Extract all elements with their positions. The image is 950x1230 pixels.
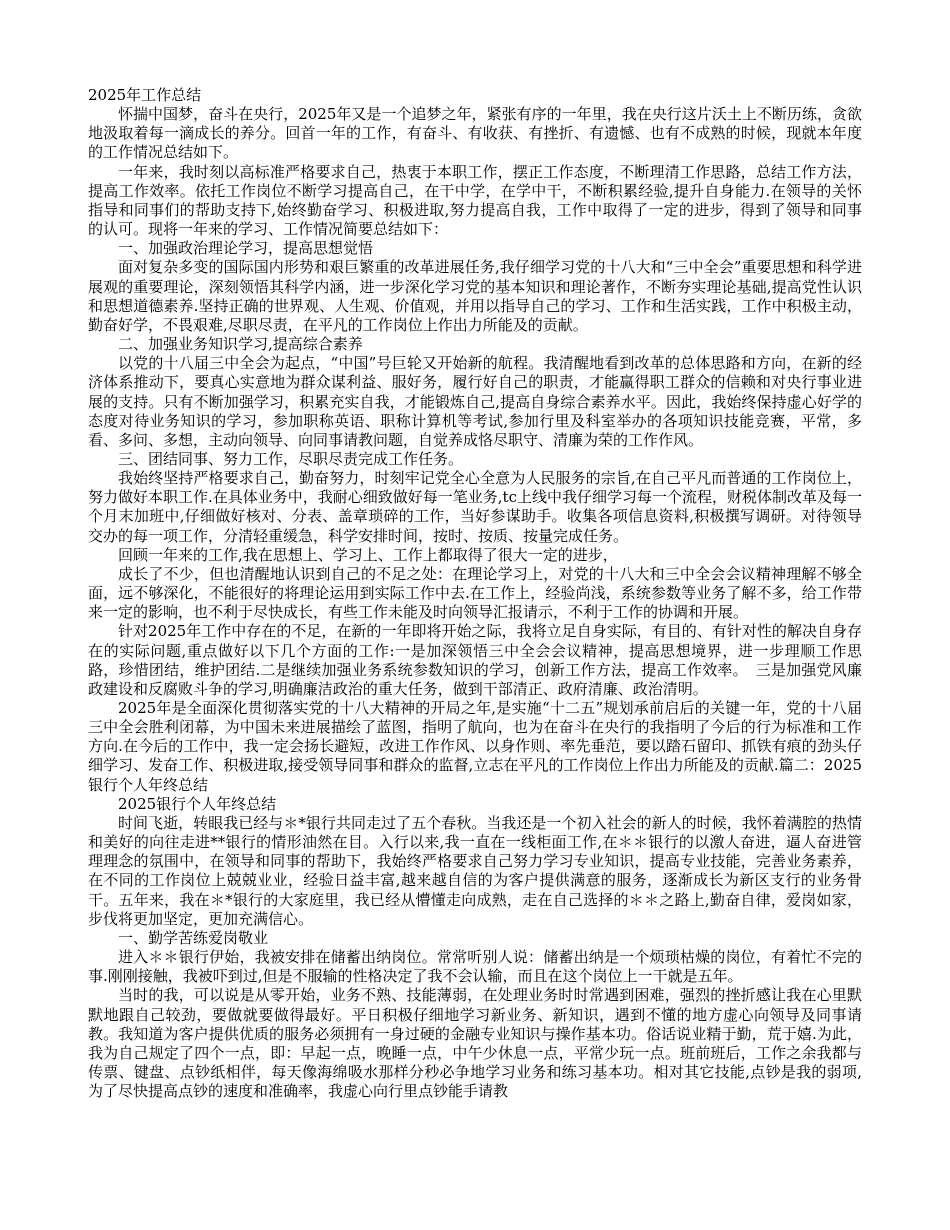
body-paragraph: 时间飞逝，转眼我已经与＊*银行共同走过了五个春秋。当我还是一个初入社会的新人的时候，我怀着满腔的热情和美好的向往走进**银行的情形油然在目。入行以来,我一直在一线柜面工作,在＊＊银行的以激人奋进，逼人奋进管理理念的氛围中，在领导和同事的帮助下，我始终严格要求自己努力学习专业知识，提高专业技能，完善业务素养，在不同的工作岗位上兢兢业业，经验日益丰富,越来越自信的为客户提供满意的服务，逐渐成长为新区支行的业务骨干。五年来，我在＊*银行的大家庭里，我已经从懵懂走向成熟，走在自己选择的＊＊之路上,勤奋自律，爱岗如家，步伐将更加坚定，更加充满信心。 [88, 813, 862, 928]
document-page [88, 86, 862, 1101]
body-paragraph: 成长了不少，但也清醒地认识到自己的不足之处：在理论学习上，对党的十八大和三中全会会议精神理解不够全面，远不够深化，不能很好的将理论运用到实际工作中去.在工作上，经验尚浅，系统参数等业务了解不多，给工作带来一定的影响，也不利于尽快成长，有些工作未能及时向领导汇报请示，不利于工作的协调和开展。 [88, 564, 862, 622]
section-heading: 二、加强业务知识学习,提高综合素养 [118, 335, 363, 354]
body-paragraph: 针对2025年工作中存在的不足，在新的一年即将开始之际，我将立足自身实际，有目的、有针对性的解决自身存在的实际问题,重点做好以下几个方面的工作:一是加深领悟三中全会会议精神，提高思想境界，进一步理顺工作思路，珍惜团结，维护团结.二是继续加强业务系统参数知识的学习，创新工作方法，提高工作效率。 三是加强党风廉政建设和反腐败斗争的学习,明确廉洁政治的重大任务，做到干部清正、政府清廉、政治清明。 [88, 622, 862, 698]
body-paragraph: 进入＊＊银行伊始，我被安排在储蓄出纳岗位。常常听别人说：储蓄出纳是一个烦琐枯燥的岗位，有着忙不完的事.刚刚接触，我被吓到过,但是不服输的性格决定了我不会认输，而且在这个岗位上一干就是五年。 [88, 948, 862, 986]
body-paragraph: 一年来，我时刻以高标准严格要求自己，热衷于本职工作，摆正工作态度，不断理清工作思路，总结工作方法，提高工作效率。依托工作岗位不断学习提高自己，在干中学，在学中干，不断积累经验,提升自身能力.在领导的关怀指导和同事们的帮助支持下,始终勤奋学习、积极进取,努力提高自我，工作中取得了一定的进步，得到了领导和同事的认可。现将一年来的学习、工作情况简要总结如下： [88, 162, 862, 239]
body-paragraph: 以党的十八届三中全会为起点，“中国”号巨轮又开始新的航程。我清醒地看到改革的总体思路和方向，在新的经济体系推动下，要真心实意地为群众谋利益、服好务，履行好自己的职责，才能赢得职工群众的信赖和对央行事业进展的支持。只有不断加强学习，积累充实自我，才能锻炼自己,提高自身综合素养水平。因此，我始终保持虚心好学的态度对待业务知识的学习，参加职称英语、职称计算机等考试,参加行里及科室举办的各项知识技能竞赛，平常，多看、多问、多想，主动向领导、向同事请教问题，自觉养成恪尽职守、清廉为荣的工作作风。 [88, 354, 862, 449]
body-paragraph: 回顾一年来的工作,我在思想上、学习上、工作上都取得了很大一定的进步， [118, 545, 618, 564]
section-heading: 2025银行个人年终总结 [118, 794, 277, 813]
body-paragraph: 2025年是全面深化贯彻落实党的十八大精神的开局之年,是实施“十二五”规划承前启后的关键一年，党的十八届三中全会胜利闭幕，为中国未来进展描绘了蓝图，指明了航向，也为在奋斗在央行的我指明了今后的行为标准和工作方向.在今后的工作中，我一定会扬长避短，改进工作作风、以身作则、率先垂范，要以踏石留印、抓铁有痕的劲头仔细学习、发奋工作、积极进取,接受领导同事和群众的监督,立志在平凡的工作岗位上作出力所能及的贡献.篇二：2025银行个人年终总结 [88, 699, 862, 794]
section-heading: 三、团结同事、努力工作，尽职尽责完成工作任务。 [118, 449, 464, 468]
document-body [88, 105, 862, 1101]
body-paragraph: 当时的我，可以说是从零开始，业务不熟、技能薄弱，在处理业务时时常遇到困难，强烈的挫折感让我在心里默默地跟自己较劲，要做就要做得最好。平日积极仔细地学习新业务、新知识，遇到不懂的地方虚心向领导及同事请教。我知道为客户提供优质的服务必须拥有一身过硬的金融专业知识与操作基本功。俗话说业精于勤，荒于嬉.为此，我为自己规定了四个一点，即：早起一点，晚睡一点，中午少休息一点，平常少玩一点。班前班后，工作之余我都与传票、键盘、点钞纸相伴，每天像海绵吸水那样分秒必争地学习业务和练习基本功。相对其它技能,点钞是我的弱项,为了尽快提高点钞的速度和准确率，我虚心向行里点钞能手请教 [88, 986, 862, 1101]
body-paragraph: 面对复杂多变的国际国内形势和艰巨繁重的改革进展任务,我仔细学习党的十八大和“三中全会”重要思想和科学进展观的重要理论，深刻领悟其科学内涵，进一步深化学习党的基本知识和理论著作，不断夯实理论基础,提高党性认识和思想道德素养.坚持正确的世界观、人生观、价值观，并用以指导自己的学习、工作和生活实践，工作中积极主动，勤奋好学，不畏艰难,尽职尽责，在平凡的工作岗位上作出力所能及的贡献。 [88, 258, 862, 334]
section-heading: 一、加强政治理论学习，提高思想觉悟 [118, 239, 374, 258]
document-title: 2025年工作总结 [88, 86, 202, 104]
body-paragraph: 怀揣中国梦，奋斗在央行，2025年又是一个追梦之年，紧张有序的一年里，我在央行这片沃土上不断历练，贪欲地汲取着每一滴成长的养分。回首一年的工作，有奋斗、有收获、有挫折、有遗憾、也有不成熟的时候，现就本年度的工作情况总结如下。 [88, 105, 862, 162]
section-heading: 一、勤学苦练爱岗敬业 [118, 928, 269, 947]
body-paragraph: 我始终坚持严格要求自己，勤奋努力，时刻牢记党全心全意为人民服务的宗旨,在自己平凡而普通的工作岗位上，努力做好本职工作.在具体业务中，我耐心细致做好每一笔业务,tc上线中我仔细学习每一个流程，财税体制改革及每一个月末加班中,仔细做好核对、分表、盖章琐碎的工作，当好参谋助手。收集各项信息资料,积极撰写调研。对待领导交办的每一项工作，分清轻重缓急，科学安排时间，按时、按质、按量完成任务。 [88, 469, 862, 545]
